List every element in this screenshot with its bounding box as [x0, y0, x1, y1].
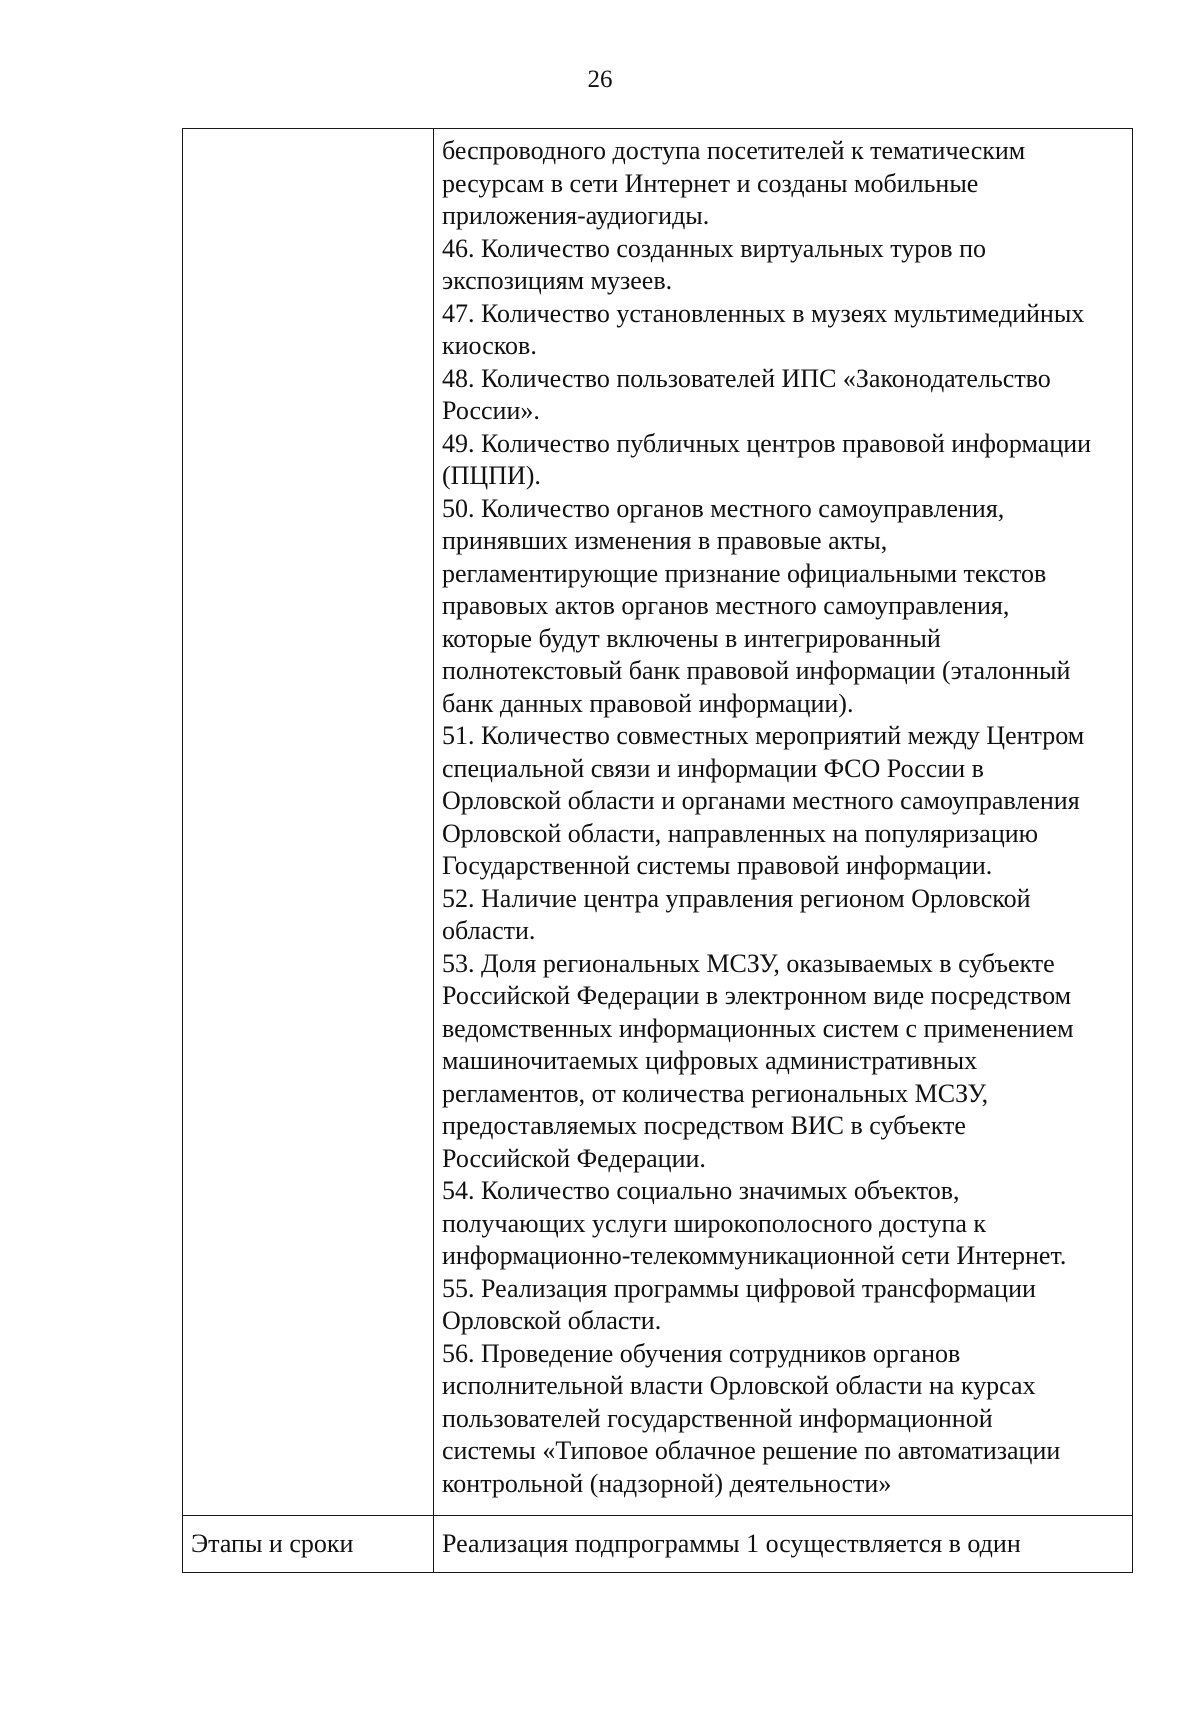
text-line: машиночитаемых цифровых административных	[442, 1046, 978, 1075]
page-number: 26	[587, 66, 613, 93]
text-line: пользователей государственной информационной	[442, 1403, 993, 1433]
text-line: правовых актов органов местного самоуправления,	[442, 591, 1010, 620]
text-line: специальной связи и информации ФСО России в	[442, 753, 984, 783]
text-line: регламентирующие признание официальными текстов	[442, 558, 1047, 588]
text-line: контрольной (надзорной) деятельности»	[442, 1468, 892, 1498]
text-line: 46. Количество созданных виртуальных туров по	[442, 233, 986, 263]
text-line: 56. Проведение обучения сотрудников органов	[442, 1338, 961, 1368]
stages-text-cell: Реализация подпрограммы 1 осуществляется в один	[434, 1516, 1133, 1573]
text-line: получающих услуги широкополосного доступа к	[442, 1208, 987, 1238]
text-line: 50. Количество органов местного самоуправления,	[442, 493, 1005, 523]
text-line: 55. Реализация программы цифровой трансформации	[442, 1273, 1036, 1303]
text-line: (ПЦПИ).	[442, 461, 541, 490]
text-line: России».	[442, 396, 540, 425]
text-line: Государственной системы правовой информации.	[442, 851, 993, 880]
text-line: регламентов, от количества региональных МСЗУ,	[442, 1078, 989, 1108]
text-line: системы «Типовое облачное решение по автоматизации	[442, 1436, 1061, 1465]
text-line: ресурсам в сети Интернет и созданы мобильные	[442, 168, 979, 198]
text-line: 54. Количество социально значимых объектов,	[442, 1176, 960, 1205]
text-line: ведомственных информационных систем с применением	[442, 1013, 1074, 1043]
text-line: банк данных правовой информации).	[442, 688, 854, 718]
text-line: 53. Доля региональных МСЗУ, оказываемых в субъекте	[442, 948, 1055, 978]
text-line: экспозициям музеев.	[442, 266, 673, 295]
text-line: предоставляемых посредством ВИС в субъекте	[442, 1111, 966, 1140]
text-line: полнотекстовый банк правовой информации (эталонный	[442, 656, 1071, 685]
text-line: Орловской области.	[442, 1306, 662, 1335]
text-line: приложения-аудиогиды.	[442, 201, 710, 230]
table-row	[183, 1516, 1133, 1573]
row-label-cell	[183, 129, 434, 1516]
text-line: 49. Количество публичных центров правовой информации	[442, 428, 1092, 458]
text-line: 51. Количество совместных мероприятий между Центром	[442, 721, 1085, 750]
stages-label-cell: Этапы и сроки	[183, 1516, 434, 1573]
table-row	[183, 129, 1133, 1516]
text-line: 48. Количество пользователей ИПС «Законодательство	[442, 363, 1051, 393]
text-line: Российской Федерации в электронном виде посредством	[442, 981, 1072, 1010]
text-line: 47. Количество установленных в музеях мультимедийных	[442, 298, 1085, 328]
text-line: которые будут включены в интегрированный	[442, 623, 941, 653]
text-line: Орловской области и органами местного самоуправления	[442, 786, 1080, 815]
text-line: беспроводного доступа посетителей к тематическим	[442, 136, 1026, 165]
text-line: принявших изменения в правовые акты,	[442, 526, 888, 555]
text-line: информационно-телекоммуникационной сети Интернет.	[442, 1241, 1067, 1270]
text-line: исполнительной власти Орловской области на курсах	[442, 1371, 1036, 1400]
indicators-cell	[434, 129, 1133, 1516]
text-line: Орловской области, направленных на популяризацию	[442, 818, 1039, 848]
text-line: Российской Федерации.	[442, 1143, 706, 1173]
text-line: области.	[442, 916, 536, 945]
text-line: 52. Наличие центра управления регионом Орловской	[442, 883, 1031, 913]
text-line: киосков.	[442, 331, 537, 360]
passport-table	[182, 128, 1133, 1573]
